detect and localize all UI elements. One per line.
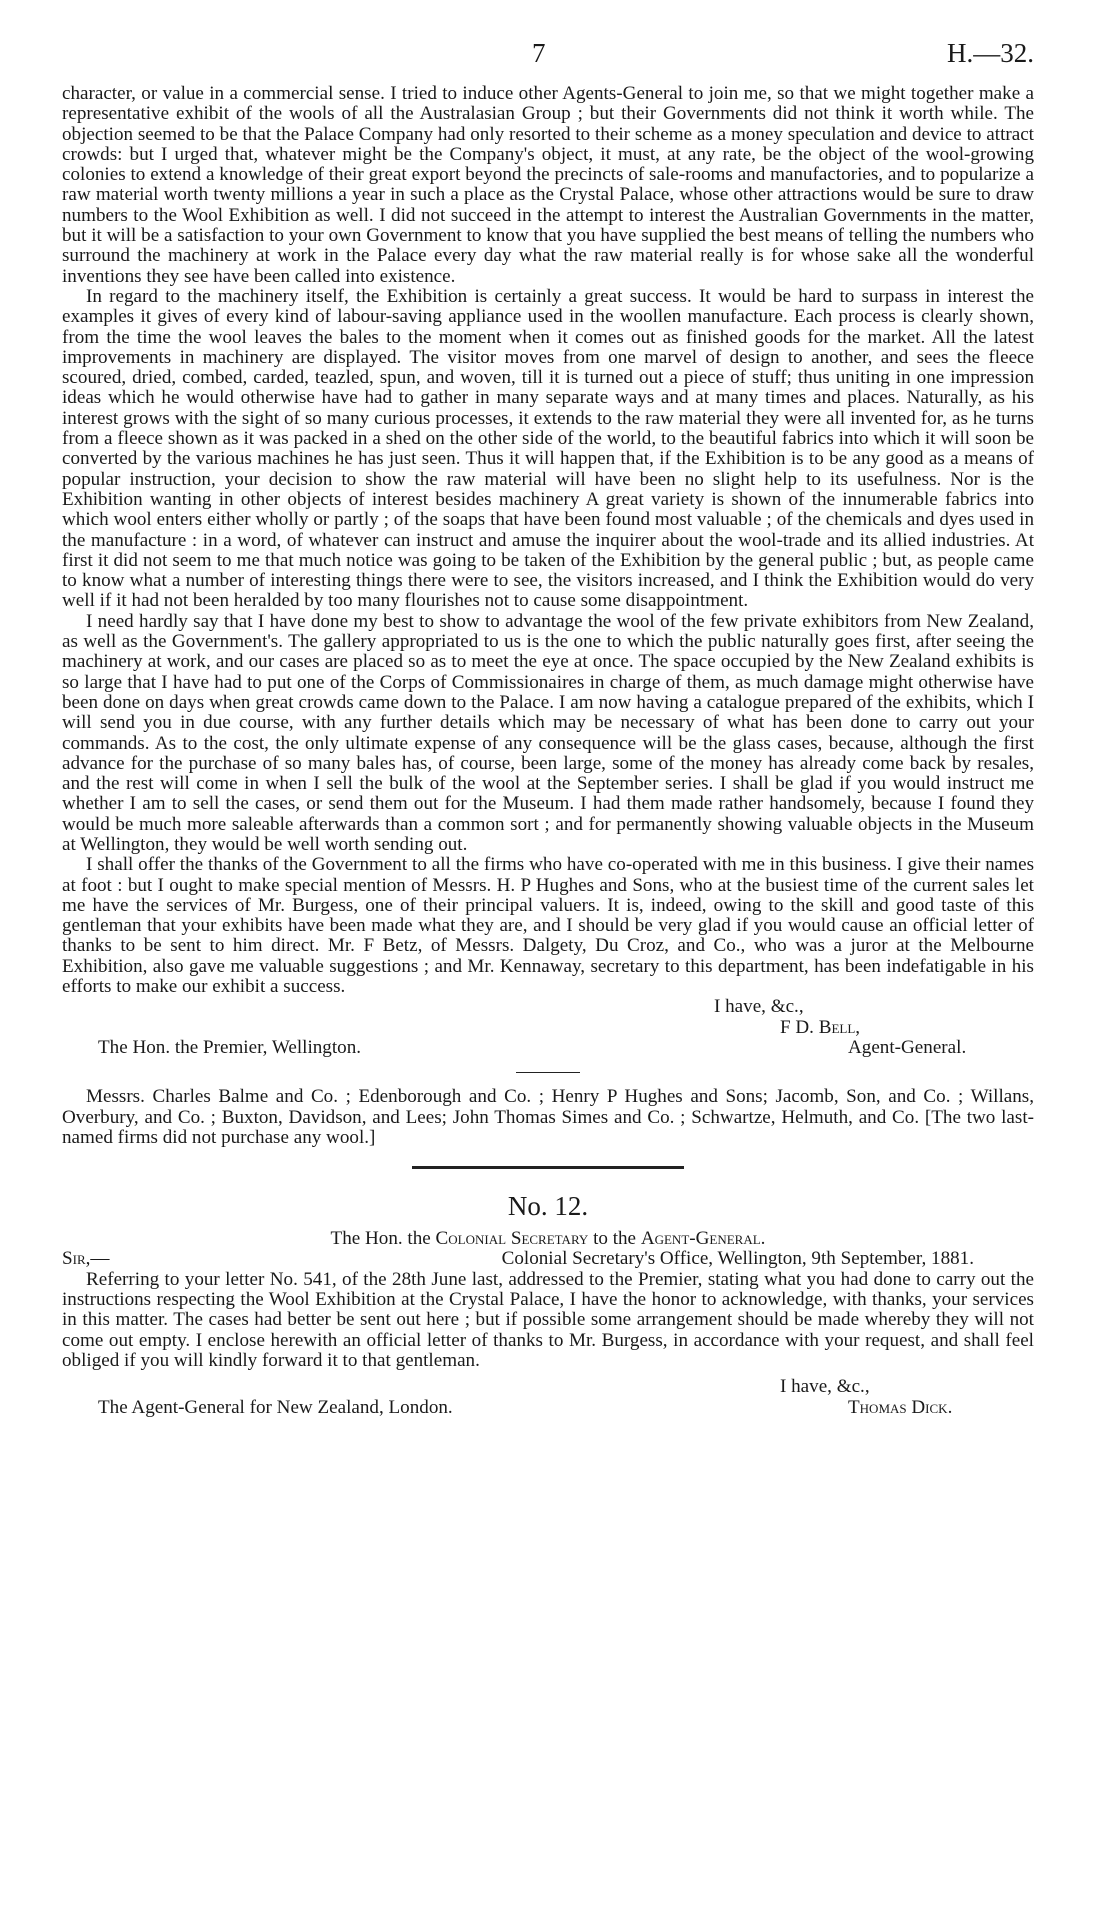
addressee: The Agent-General for New Zealand, London. — [98, 1396, 453, 1418]
section-divider — [516, 1072, 580, 1073]
document-page — [62, 38, 1034, 1418]
letter-paragraph: character, or value in a commercial sense. I tried to induce other Agents-General to join me, so that we might together make a representative exhibit of the wools of all the Australasian Group ; but their Governments did not think it worth while. The objection seemed to be that the Palace Company had only resorted to their scheme as a money speculation and device to attract crowds: but I urged that, whatever might be the Company's object, it must, at any rate, be the object of the wool-growing colonies to extend a knowledge of their great export beyond the precincts of sale-rooms and manufactories, and to popularize a raw material worth twenty millions a year in such a place as the Crystal Palace, whose other attractions would be sure to draw numbers to the Wool Exhibition as well. I did not succeed in the attempt to interest the Australian Governments in the matter, but it will be a satisfaction to your own Government to know that you have supplied the best means of telling the numbers who surround the machinery at work in the Palace every day what the raw material really is for whose sake all the wonderful inventions they see have been called into existence. — [62, 83, 1034, 287]
signature: Thomas Dick. — [848, 1396, 953, 1418]
letter-paragraph: Referring to your letter No. 541, of the 28th June last, addressed to the Premier, stating what you had done to carry out the instructions respecting the Wool Exhibition at the Crystal Palace, I have the honor to acknowledge, with thanks, your services in this matter. The cases had better be sent out here ; but if possible some arrangement should be made whereby they will not come out empty. I enclose herewith an official letter of thanks to Mr. Burgess, in accordance with your request, and shall feel obliged if you will kindly forward it to that gentleman. — [62, 1268, 1034, 1371]
dateline: Colonial Secretary's Office, Wellington, 9th September, 1881. — [501, 1248, 974, 1270]
letter-paragraph: In regard to the machinery itself, the Exhibition is certainly a great success. It would be hard to surpass in interest the examples it gives of every kind of labour-saving appliance used in the woollen manufacture. Each process is clearly shown, from the time the wool leaves the bales to the moment when it comes out as finished goods for the market. All the latest improvements in machinery are displayed. The visitor moves from one marvel of design to another, and sees the fleece scoured, dried, combed, carded, teazled, spun, and woven, till it is turned out a piece of stuff; thus uniting in one impression ideas which he would otherwise have had to gather in many separate ways and at many times and places. Naturally, as his interest grows with the sight of so many curious processes, it extends to the raw material they were all invented for, as he turns from a fleece shown as it was packed in a shed on the other side of the world, to the beautiful fabrics into which it will soon be converted by the various machines he has just seen. Thus it will happen that, if the Exhibition is to be any good as a means of popular instruction, your decision to show the raw material will have been no slight help to its usefulness. Nor is the Exhibition wanting in other objects of interest besides machinery A great variety is shown of the innumerable fabrics into which wool enters either wholly or partly ; of the soaps that have been found most valuable ; of the chemicals and dyes used in the manufacture : in a word, of whatever can instruct and amuse the inquirer about the wool-trade and its allied industries. At first it did not seem to me that much notice was going to be taken of the Exhibition by the general public ; but, as people came to know what a number of interesting things there were to see, the visitors increased, and I think the Exhibition would do very well if it had not been heralded by too many flourishes not to cause some disappointment. — [62, 285, 1034, 612]
addressee: The Hon. the Premier, Wellington. — [98, 1036, 362, 1058]
title-to: Agent-General. — [640, 1228, 766, 1250]
letter-closing-block — [62, 997, 1034, 1058]
letter-title — [62, 1229, 1034, 1249]
page-header — [62, 38, 1034, 84]
firms-list: Messrs. Charles Balme and Co. ; Edenborough and Co. ; Henry P Hughes and Sons; Jacomb, Son, and Co. ; Willans, Overbury, and Co. ; Buxton, Davidson, and Lees; John Thomas Simes and Co. ; Schwartze, Helmuth, and Co. [The two last-named firms did not purchase any wool.] — [62, 1086, 1034, 1148]
salutation-line — [62, 1249, 1034, 1269]
salutation: Sir,— — [62, 1248, 110, 1270]
letter-closing-block — [62, 1377, 1034, 1418]
document-reference: H.—32. — [947, 38, 1034, 68]
signature: F D. Bell, — [780, 1016, 861, 1038]
page-number: 7 — [532, 38, 546, 68]
closing-phrase: I have, &c., — [780, 1376, 870, 1398]
section-divider — [412, 1166, 684, 1169]
title-to-word: to the — [593, 1228, 637, 1250]
signature-title: Agent-General. — [848, 1036, 967, 1058]
closing-phrase: I have, &c., — [714, 996, 804, 1018]
letter-paragraph: I need hardly say that I have done my best to show to advantage the wool of the few private exhibitors from New Zealand, as well as the Government's. The gallery appropriated to us is the one to which the public naturally goes first, after seeing the machinery at work, and our cases are placed so as to meet the eye at once. The space occupied by the New Zealand exhibits is so large that I have had to put one of the Corps of Commissionaires in charge of them, as much damage might otherwise have been done on days when great crowds came down to the Palace. I am now having a catalogue prepared of the exhibits, which I will send you in due course, with any further details which may be necessary of what has been done to carry out your commands. As to the cost, the only ultimate expense of any consequence will be the glass cases, because, although the first advance for the purchase of so many bales has, of course, been large, some of the money has already come back by resales, and the rest will come in when I sell the bulk of the wool at the September series. I shall be glad if you would instruct me whether I am to sell the cases, or send them out for the Museum. I had them made rather handsomely, because I found they would be much more saleable afterwards than a common sort ; and for permanently showing valuable objects in the Museum at Wellington, they would be well worth sending out. — [62, 610, 1034, 855]
letter-paragraph: I shall offer the thanks of the Government to all the firms who have co-operated with me in this business. I give their names at foot : but I ought to make special mention of Messrs. H. P Hughes and Sons, who at the busiest time of the current sales let me have the services of Mr. Burgess, one of their principal valuers. It is, indeed, owing to the skill and good taste of this gentleman that your exhibits have been made what they are, and I should be very glad if you would cause an official letter of thanks to be sent to him direct. Mr. F Betz, of Messrs. Dalgety, Du Croz, and Co., who was a juror at the Melbourne Exhibition, also gave me valuable suggestions ; and Mr. Kennaway, secretary to this department, has been indefatigable in his efforts to make our exhibit a success. — [62, 854, 1034, 998]
title-prefix: The Hon. the — [330, 1228, 431, 1250]
document-number: No. 12. — [507, 1191, 589, 1222]
title-from: Colonial Secretary — [435, 1228, 589, 1250]
